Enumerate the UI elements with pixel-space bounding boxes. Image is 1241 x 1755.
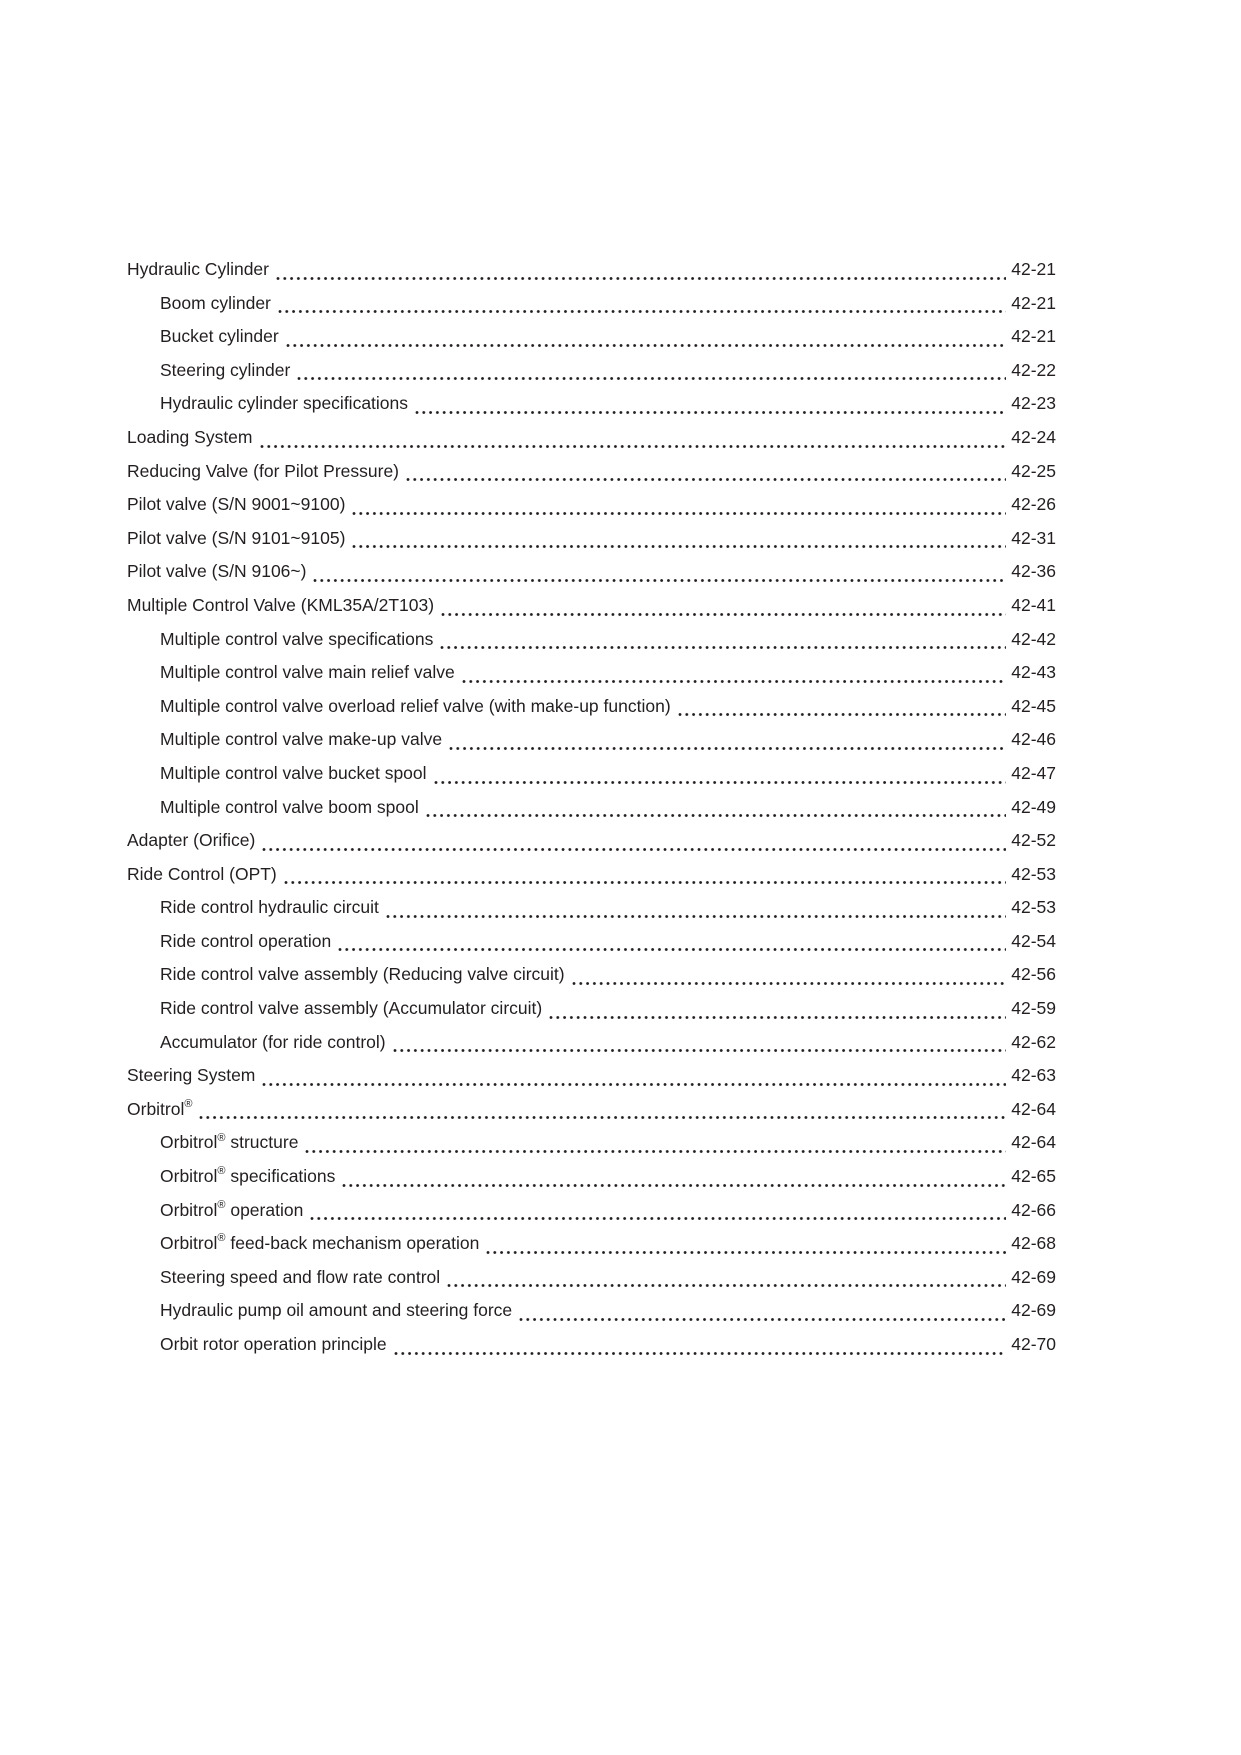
toc-entry-label: Steering cylinder (160, 359, 291, 380)
toc-entry-label: Orbit rotor operation principle (160, 1334, 387, 1354)
toc-entry-title (127, 858, 277, 892)
toc-row (127, 623, 1056, 657)
toc-entry-title (127, 488, 345, 522)
toc-entry-label: Boom cylinder (160, 292, 271, 313)
toc-entry-title (127, 455, 399, 489)
toc-page-number: 42-64 (1011, 1132, 1056, 1153)
toc-entry-label: Pilot valve (S/N 9101~9105) (127, 527, 346, 548)
toc-page-number: 42-45 (1011, 695, 1056, 716)
toc-entry-title (160, 1294, 512, 1328)
toc-row (127, 824, 1056, 858)
toc-page-number: 42-42 (1011, 628, 1056, 649)
toc-entry-title (160, 690, 671, 724)
dotted-leader (284, 880, 1006, 885)
toc-entry-label: Adapter (Orifice) (127, 830, 256, 851)
dotted-leader (393, 1048, 1007, 1053)
dotted-leader (462, 679, 1007, 684)
toc-row (127, 1126, 1056, 1160)
toc-entry-title (160, 992, 542, 1026)
toc-entry-label: Ride control valve assembly (Reducing valve circuit) (160, 964, 565, 985)
toc-row (127, 1194, 1056, 1228)
toc-row (127, 1261, 1056, 1295)
dotted-leader (434, 780, 1007, 785)
toc-page-number: 42-66 (1011, 1199, 1056, 1220)
toc-page-number: 42-59 (1011, 998, 1056, 1019)
toc-entry-label: Ride control operation (160, 930, 332, 951)
toc-entry-title (160, 1126, 298, 1160)
toc-row (127, 992, 1056, 1026)
toc-page-number: 42-26 (1011, 494, 1056, 515)
toc-row (127, 1328, 1056, 1362)
toc-page-number: 42-47 (1011, 762, 1056, 783)
toc-entry-label: Bucket cylinder (160, 326, 279, 347)
toc-entry-title (160, 958, 565, 992)
dotted-leader (415, 410, 1006, 415)
toc-entry-title (127, 1059, 255, 1093)
toc-row (127, 1026, 1056, 1060)
toc-page-number: 42-56 (1011, 964, 1056, 985)
toc-entry-label: Orbitrol (160, 1166, 218, 1187)
toc-entry-title (127, 421, 253, 455)
toc-entry-label: Multiple control valve specifications (160, 628, 434, 649)
dotted-leader (305, 1149, 1006, 1154)
toc-row (127, 455, 1056, 489)
toc-entry-title (127, 522, 345, 556)
toc-entry-label: Ride control hydraulic circuit (160, 897, 379, 918)
toc-entry-title (127, 589, 434, 623)
toc-page-number: 42-41 (1011, 594, 1056, 615)
toc-row (127, 1059, 1056, 1093)
toc-row (127, 253, 1056, 287)
toc-row (127, 1160, 1056, 1194)
toc-page-number: 42-54 (1011, 930, 1056, 951)
toc-entry-label: Multiple control valve boom spool (160, 796, 419, 817)
toc-entry-label: Steering speed and flow rate control (160, 1266, 441, 1287)
toc-page-number: 42-21 (1011, 326, 1056, 347)
toc-page-number: 42-23 (1011, 393, 1056, 414)
dotted-leader (342, 1183, 1006, 1188)
toc-page-number: 42-36 (1011, 561, 1056, 582)
toc-entry-title (160, 1026, 386, 1060)
dotted-leader (572, 981, 1007, 986)
toc-entry-label: Reducing Valve (for Pilot Pressure) (127, 460, 400, 481)
toc-entry-label-rest: feed-back mechanism operation (225, 1233, 480, 1254)
toc-entry-title (160, 723, 442, 757)
toc-entry-label-rest: operation (225, 1199, 304, 1220)
toc-entry-title (127, 253, 269, 287)
toc-page-number: 42-65 (1011, 1166, 1056, 1187)
toc-row (127, 1093, 1056, 1127)
toc-row (127, 287, 1056, 321)
toc-entry-title (160, 1194, 303, 1228)
toc-page-number: 42-43 (1011, 662, 1056, 683)
toc-page-number: 42-68 (1011, 1233, 1056, 1254)
toc-row (127, 757, 1056, 791)
toc-entry-title (160, 623, 433, 657)
toc-entry-label: Orbitrol (160, 1199, 218, 1220)
toc-row (127, 858, 1056, 892)
toc-entry-title (160, 891, 379, 925)
toc-page-number: 42-25 (1011, 460, 1056, 481)
dotted-leader (286, 343, 1007, 348)
dotted-leader (441, 612, 1006, 617)
toc-row (127, 791, 1056, 825)
toc-entry-label: Multiple control valve make-up valve (160, 729, 443, 750)
toc-page-number: 42-69 (1011, 1266, 1056, 1287)
toc-page-number: 42-64 (1011, 1098, 1056, 1119)
toc-page-number: 42-31 (1011, 527, 1056, 548)
dotted-leader (276, 276, 1006, 281)
toc-entry-label: Hydraulic cylinder specifications (160, 393, 409, 414)
toc-entry-title (160, 791, 419, 825)
dotted-leader (447, 1283, 1006, 1288)
dotted-leader (260, 444, 1007, 449)
toc-entry-label: Multiple control valve bucket spool (160, 762, 427, 783)
registered-trademark-symbol: ® (217, 1198, 226, 1211)
dotted-leader (386, 914, 1006, 919)
toc-entry-title (160, 656, 455, 690)
toc-page-number: 42-53 (1011, 897, 1056, 918)
toc-entry-label: Hydraulic pump oil amount and steering force (160, 1300, 513, 1321)
toc-row (127, 320, 1056, 354)
toc-page-number: 42-21 (1011, 292, 1056, 313)
toc-entry-title (160, 287, 271, 321)
toc-row (127, 555, 1056, 589)
toc-entry-label-rest: specifications (225, 1166, 336, 1187)
toc-entry-label: Orbitrol (160, 1233, 218, 1254)
toc-entry-label: Multiple control valve overload relief valve (with make-up function) (160, 695, 671, 716)
toc-entry-label: Pilot valve (S/N 9106~) (127, 561, 307, 582)
toc-page-number: 42-24 (1011, 426, 1056, 447)
toc-page-number: 42-21 (1011, 259, 1056, 279)
toc-entry-label: Orbitrol (160, 1132, 218, 1153)
dotted-leader (440, 645, 1006, 650)
toc-entry-label: Orbitrol (127, 1098, 185, 1119)
toc-entry-label: Multiple Control Valve (KML35A/2T103) (127, 594, 435, 615)
toc-entry-title (160, 354, 290, 388)
toc-row (127, 354, 1056, 388)
dotted-leader (338, 947, 1006, 952)
toc-row (127, 690, 1056, 724)
dotted-leader (262, 847, 1006, 852)
toc-row (127, 925, 1056, 959)
toc-list (127, 253, 1056, 1362)
dotted-leader (678, 712, 1007, 717)
toc-row (127, 656, 1056, 690)
toc-entry-title (160, 1261, 440, 1295)
toc-row (127, 958, 1056, 992)
toc-page-number: 42-62 (1011, 1031, 1056, 1052)
toc-entry-label: Ride Control (OPT) (127, 863, 277, 884)
dotted-leader (406, 477, 1006, 482)
dotted-leader (352, 544, 1006, 549)
toc-entry-label: Multiple control valve main relief valve (160, 662, 455, 683)
toc-row (127, 488, 1056, 522)
toc-page-number: 42-49 (1011, 796, 1056, 817)
toc-entry-title (160, 1328, 387, 1362)
toc-entry-label: Steering System (127, 1065, 256, 1086)
toc-row (127, 387, 1056, 421)
toc-page-number: 42-69 (1011, 1300, 1056, 1321)
toc-entry-label: Pilot valve (S/N 9001~9100) (127, 494, 346, 515)
toc-entry-label-rest: structure (225, 1132, 299, 1153)
toc-entry-title (160, 387, 408, 421)
toc-entry-label: Accumulator (for ride control) (160, 1031, 386, 1052)
dotted-leader (352, 511, 1006, 516)
toc-entry-label: Hydraulic Cylinder (127, 259, 269, 279)
toc-page-number: 42-22 (1011, 359, 1056, 380)
dotted-leader (519, 1317, 1006, 1322)
dotted-leader (199, 1115, 1006, 1120)
registered-trademark-symbol: ® (184, 1098, 193, 1111)
dotted-leader (486, 1250, 1006, 1255)
toc-row (127, 589, 1056, 623)
dotted-leader (394, 1351, 1007, 1356)
toc-entry-title (127, 1093, 192, 1127)
toc-entry-title (160, 1227, 479, 1261)
toc-page-number: 42-70 (1011, 1334, 1056, 1354)
toc-entry-title (127, 824, 255, 858)
toc-entry-title (127, 555, 306, 589)
toc-row (127, 421, 1056, 455)
dotted-leader (426, 813, 1006, 818)
toc-entry-label: Ride control valve assembly (Accumulator circuit) (160, 998, 543, 1019)
toc-entry-label: Loading System (127, 426, 253, 447)
dotted-leader (310, 1216, 1006, 1221)
toc-row (127, 1294, 1056, 1328)
registered-trademark-symbol: ® (217, 1131, 226, 1144)
dotted-leader (262, 1082, 1006, 1087)
dotted-leader (278, 309, 1006, 314)
toc-page-number: 42-46 (1011, 729, 1056, 750)
toc-entry-title (160, 320, 279, 354)
toc-entry-title (160, 1160, 335, 1194)
dotted-leader (297, 376, 1006, 381)
registered-trademark-symbol: ® (217, 1232, 226, 1245)
toc-row (127, 522, 1056, 556)
dotted-leader (313, 578, 1006, 583)
dotted-leader (549, 1015, 1006, 1020)
toc-page-number: 42-63 (1011, 1065, 1056, 1086)
toc-row (127, 1227, 1056, 1261)
toc-row (127, 723, 1056, 757)
registered-trademark-symbol: ® (217, 1165, 226, 1178)
toc-row (127, 891, 1056, 925)
toc-entry-title (160, 757, 427, 791)
toc-page-number: 42-53 (1011, 863, 1056, 884)
dotted-leader (449, 746, 1006, 751)
toc-page-number: 42-52 (1011, 830, 1056, 851)
toc-entry-title (160, 925, 331, 959)
